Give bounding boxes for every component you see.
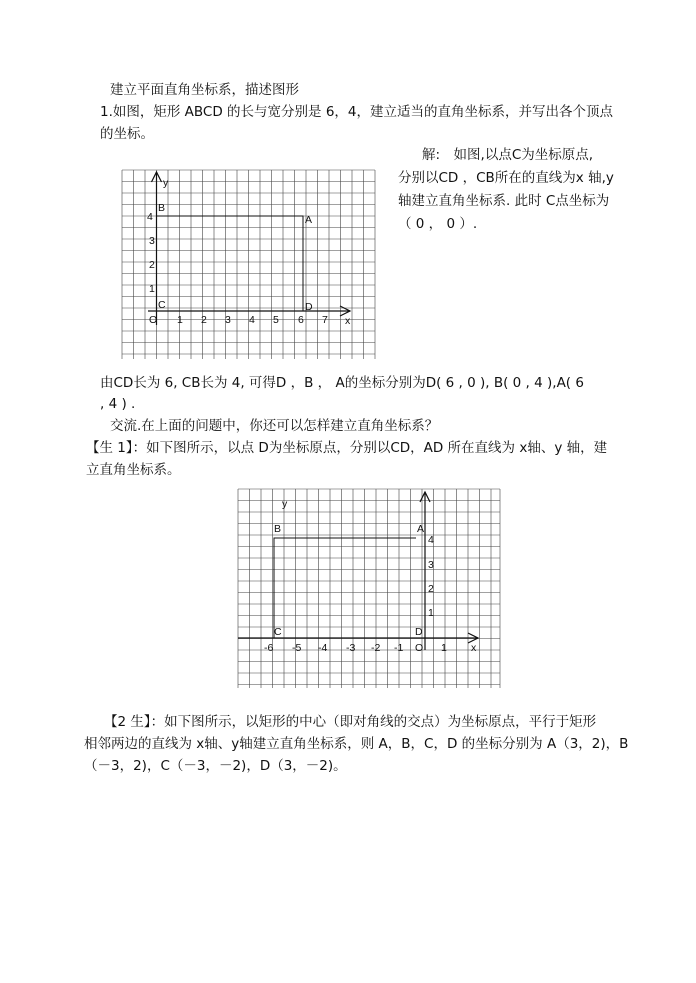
figure2-x-tick-1: 1: [441, 642, 447, 654]
figure1-y-tick-3: 3: [149, 235, 155, 247]
figure2-y-tick-1: 1: [428, 607, 434, 619]
figure2-y-tick-2: 2: [428, 583, 434, 595]
figure1-y-tick-4: 4: [147, 211, 153, 223]
solution-line2: 分别以CD ，CB所在的直线为x 轴,y: [398, 170, 614, 186]
solution-line4: （ 0 ， 0 ）.: [398, 216, 478, 232]
result-text-line1: 由CD长为 6, CB长为 4, 可得D ，B ， A的坐标分别为D( 6 , 0 ), B( 0 , 4 ),A( 6: [100, 375, 584, 391]
student2-text-line2: 相邻两边的直线为 x轴、y轴建立直角坐标系，则 A，B，C，D 的坐标分别为 A（3，2)，B: [84, 736, 629, 752]
solution-block: [398, 144, 633, 236]
figure2-grid-diagram: [234, 486, 502, 691]
figure1-x-tick-4: 4: [249, 314, 255, 326]
figure2-point-a-label: A: [417, 523, 425, 535]
figure1-grid: [122, 170, 375, 359]
figure1-x-tick-2: 2: [201, 314, 207, 326]
figure2-point-c-label: C: [274, 626, 282, 638]
problem-text-line1: 1.如图，矩形 ABCD 的长与宽分别是 6，4，建立适当的直角坐标系，并写出各个顶点: [100, 104, 614, 120]
figure2-y-tick-3: 3: [428, 559, 434, 571]
figure1-point-a-label: A: [305, 214, 313, 226]
figure1-x-tick-6: 6: [298, 314, 304, 326]
student1-text-line2: 立直角坐标系。: [86, 462, 181, 478]
figure1-x-tick-5: 5: [273, 314, 279, 326]
figure1-point-d-label: D: [305, 301, 313, 313]
figure1-point-c-label: C: [158, 299, 166, 311]
figure2-x-tick-neg4: -4: [318, 642, 328, 654]
solution-line3: 轴建立直角坐标系. 此时 C点坐标为: [398, 193, 610, 209]
student2-text-line3: （－3，2)，C（－3，－2)，D（3，－2)。: [84, 758, 347, 774]
figure2-x-tick-neg1: -1: [394, 642, 404, 654]
figure2-x-axis-label: x: [471, 642, 477, 654]
figure1-grid-diagram: [118, 162, 378, 362]
figure2-x-tick-origin: O: [415, 642, 424, 654]
figure2-grid: [238, 489, 500, 688]
figure1-point-b-label: B: [158, 202, 166, 214]
figure2-point-b-label: B: [274, 523, 282, 535]
figure1-y-tick-2: 2: [149, 259, 155, 271]
figure1-y-tick-1: 1: [149, 283, 155, 295]
figure1-x-tick-origin: O: [149, 314, 158, 326]
student2-text-line1: 【2 生】：如下图所示，以矩形的中心（即对角线的交点）为坐标原点，平行于矩形: [104, 714, 597, 730]
figure2-y-tick-4: 4: [428, 534, 434, 546]
solution-line1: 解: 如图,以点C为坐标原点,: [422, 147, 594, 163]
figure1-x-tick-3: 3: [225, 314, 231, 326]
figure1-x-tick-7: 7: [322, 314, 328, 326]
figure2-x-tick-neg5: -5: [292, 642, 302, 654]
figure1-x-axis-label: x: [345, 315, 351, 327]
problem-text-line2: 的坐标。: [100, 126, 154, 142]
exchange-question: 交流.在上面的问题中，你还可以怎样建立直角坐标系？: [110, 418, 439, 434]
figure2-x-tick-neg2: -2: [371, 642, 381, 654]
section-title: 建立平面直角坐标系，描述图形: [110, 82, 299, 98]
figure1-y-axis-label: y: [163, 177, 169, 189]
figure2-point-d-label: D: [415, 626, 423, 638]
figure2-x-tick-neg6: -6: [264, 642, 274, 654]
figure2-y-axis-label: y: [282, 498, 288, 510]
figure1-x-tick-1: 1: [177, 314, 183, 326]
result-text-line2: , 4 ) .: [100, 396, 136, 412]
student1-text-line1: 【生 1】：如下图所示，以点 D为坐标原点，分别以CD，AD 所在直线为 x轴、y 轴，建: [86, 440, 608, 456]
figure2-x-tick-neg3: -3: [346, 642, 356, 654]
